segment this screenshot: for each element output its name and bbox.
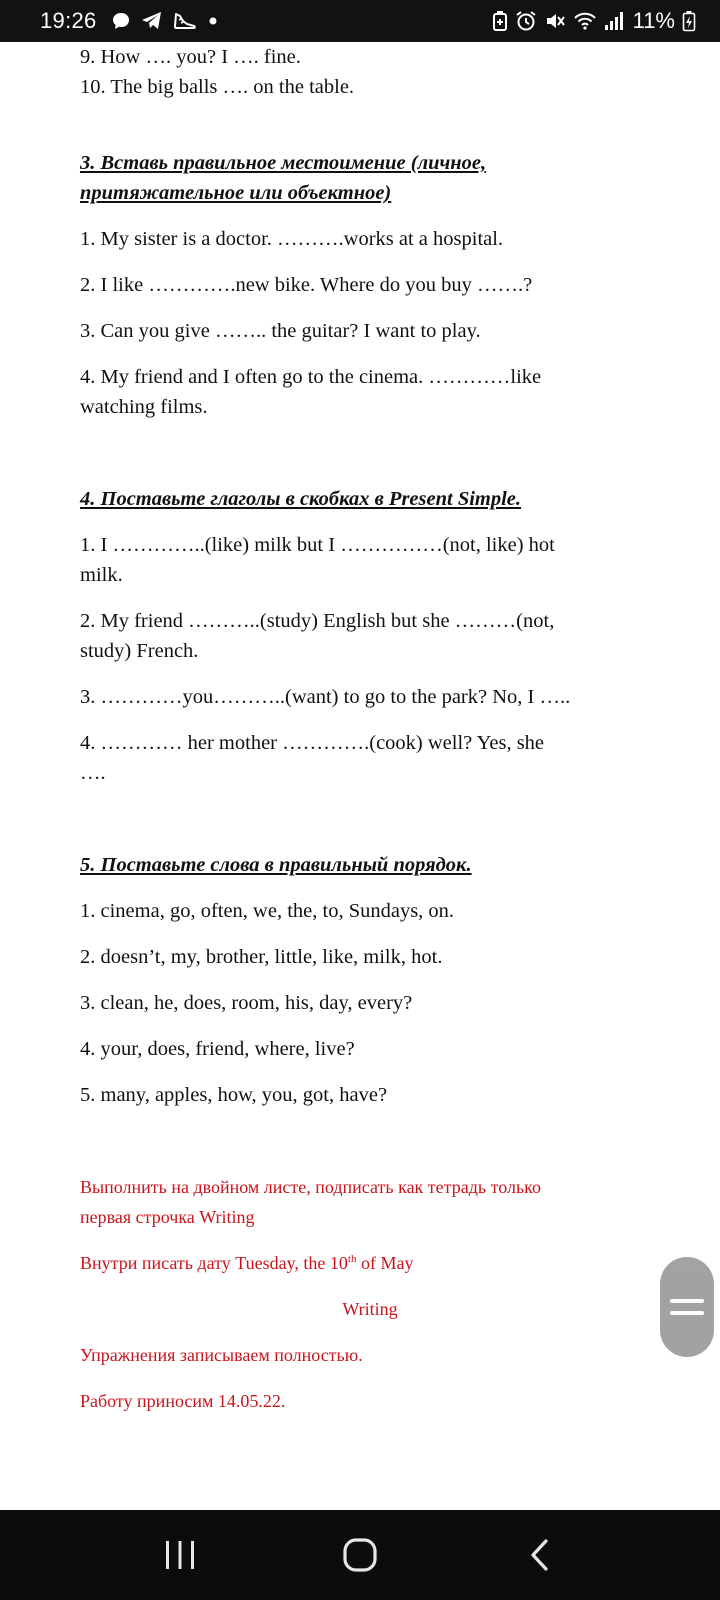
- handle-bar: [670, 1299, 704, 1303]
- heading-line: притяжательное или объектное): [80, 182, 392, 204]
- note-exercises-text: Упражнения записываем полностью.: [80, 1345, 363, 1365]
- list-item-text: milk.: [80, 564, 123, 586]
- status-time: 19:26: [40, 8, 97, 33]
- status-left: [40, 8, 219, 34]
- note-deadline: [80, 1386, 660, 1416]
- list-item: [80, 728, 660, 788]
- telegram-icon: [141, 11, 163, 31]
- list-item-text: 2. I like ………….new bike. Where do you buy …….?: [80, 274, 533, 296]
- note-deadline-text: Работу приносим 14.05.22.: [80, 1391, 286, 1411]
- list-item-text: 5. many, apples, how, you, got, have?: [80, 1084, 388, 1106]
- handle-bar: [670, 1311, 704, 1315]
- navigation-bar: [0, 1510, 720, 1600]
- section5-heading: [80, 850, 660, 880]
- section4-heading: [80, 484, 660, 514]
- heading-line: 5. Поставьте слова в правильный порядок.: [80, 854, 472, 876]
- list-item-text: 4. My friend and I often go to the cinema. …………like: [80, 366, 542, 388]
- list-item-text: 1. I …………..(like) milk but I ……………(not, like) hot: [80, 534, 555, 556]
- note-date-prefix: Внутри писать дату Tuesday, the 10: [80, 1253, 348, 1273]
- exercise-line: 9. How …. you? I …. fine.: [80, 46, 301, 68]
- home-button[interactable]: [330, 1525, 390, 1585]
- scroll-handle[interactable]: [660, 1257, 714, 1357]
- note-line: первая строчка Writing: [80, 1207, 255, 1227]
- document: [80, 42, 660, 1432]
- dot-icon: [207, 15, 219, 27]
- list-item-text: 3. Can you give …….. the guitar? I want to play.: [80, 320, 481, 342]
- chat-icon: [111, 11, 131, 31]
- section3-heading: [80, 148, 660, 208]
- list-item-text: watching films.: [80, 396, 208, 418]
- list-item: [80, 896, 660, 926]
- list-item: [80, 270, 660, 300]
- note-writing-text: Writing: [342, 1299, 398, 1319]
- note-writing: [80, 1294, 660, 1324]
- note-date-sup: th: [347, 1253, 357, 1265]
- signal-icon: [604, 11, 624, 31]
- list-item-text: 3. …………you………..(want) to go to the park? No, I …..: [80, 686, 571, 708]
- note-line: Выполнить на двойном листе, подписать как тетрадь только: [80, 1177, 542, 1197]
- wifi-icon: [573, 11, 597, 31]
- exercise-line: 10. The big balls …. on the table.: [80, 76, 355, 98]
- list-item: [80, 988, 660, 1018]
- mute-icon: [544, 10, 566, 32]
- note-date-suffix: of May: [356, 1253, 414, 1273]
- back-icon: [528, 1538, 552, 1572]
- list-item: [80, 942, 660, 972]
- list-item-text: 2. doesn’t, my, brother, little, like, milk, hot.: [80, 946, 443, 968]
- heading-line: 3. Вставь правильное местоимение (личное,: [80, 152, 487, 174]
- list-item: [80, 362, 660, 422]
- list-item-text: 3. clean, he, does, room, his, day, every?: [80, 992, 413, 1014]
- list-item-text: 1. My sister is a doctor. ……….works at a hospital.: [80, 228, 504, 250]
- list-item-text: 4. your, does, friend, where, live?: [80, 1038, 355, 1060]
- list-item-text: 2. My friend ………..(study) English but she ………(not,: [80, 610, 555, 632]
- list-item: [80, 682, 660, 712]
- list-item: [80, 1080, 660, 1110]
- list-item-text: ….: [80, 762, 106, 784]
- back-button[interactable]: [510, 1525, 570, 1585]
- list-item: [80, 224, 660, 254]
- home-icon: [342, 1537, 378, 1573]
- heading-line: 4. Поставьте глаголы в скобках в Present Simple.: [80, 488, 522, 510]
- list-item-text: 1. cinema, go, often, we, the, to, Sundays, on.: [80, 900, 455, 922]
- recents-button[interactable]: [150, 1525, 210, 1585]
- note-instructions: [80, 1172, 660, 1232]
- alarm-icon: [515, 10, 537, 32]
- list-item: [80, 316, 660, 346]
- list-item: [80, 530, 660, 590]
- note-exercises: [80, 1340, 660, 1370]
- list-item: [80, 606, 660, 666]
- list-item: [80, 1034, 660, 1064]
- list-item-text: study) French.: [80, 640, 199, 662]
- status-right: [492, 8, 696, 34]
- battery-saver-icon: [492, 10, 508, 32]
- note-date: [80, 1248, 660, 1278]
- battery-charging-icon: [682, 10, 696, 32]
- status-bar: [0, 0, 720, 42]
- sneaker-icon: [173, 11, 197, 31]
- list-item-text: 4. ………… her mother ………….(cook) well? Yes, she: [80, 732, 545, 754]
- recents-icon: [163, 1540, 197, 1570]
- battery-percent: 11%: [632, 8, 675, 33]
